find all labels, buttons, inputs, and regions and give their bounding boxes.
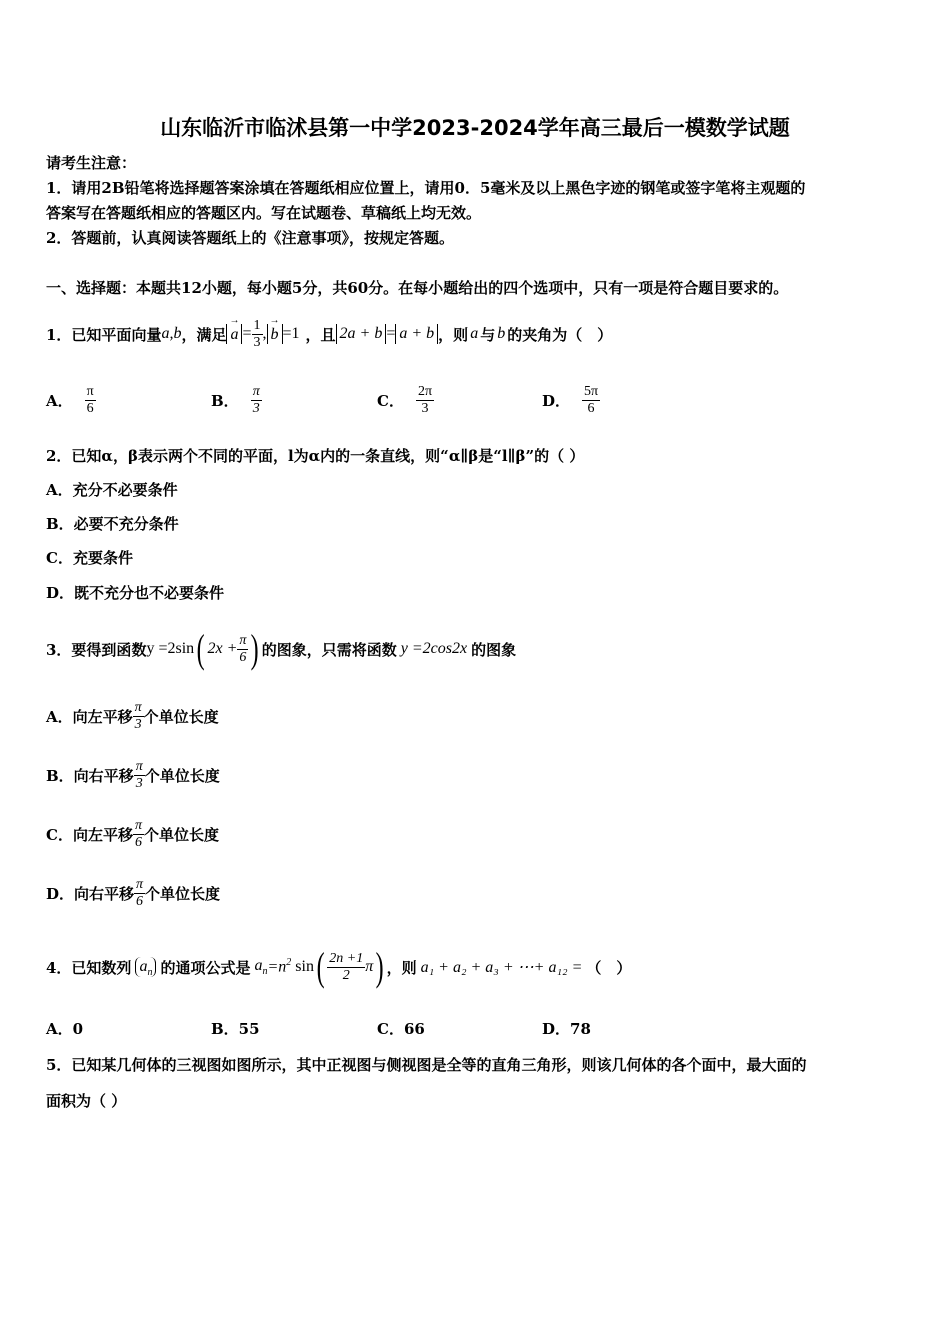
q1-mid1: ，满足: [181, 325, 227, 344]
question-3: 3．要得到函数 y =2sin ( 2x + $\frac{\pi}{6}$ ) 的图象，只需将函数 y =2cos2x 的图象: [46, 626, 517, 671]
q1-eq: =: [242, 325, 252, 342]
question-5-line-2: 面积为（ ）: [46, 1092, 127, 1110]
question-4: 4．已知数列 $a_n$ 的通项公式是 $a_n$ $=n^2$ sin ( $\frac{2n +1}{2}$ π ) ，则 a₁ + a₂ + a₃ + ⋯+ a₁₂ = （ ）: [46, 944, 632, 989]
q3-option-b: B．向右平移 $\frac{\pi}{3}$ 个单位长度: [46, 759, 220, 791]
q4-option-b: B．55: [211, 1020, 260, 1038]
q1-option-c: C． $\frac{2\pi}{3}$: [377, 384, 433, 416]
q3-func1-inner: 2x +: [207, 640, 238, 657]
question-2: 2．已知α，β表示两个不同的平面，l为α内的一条直线，则“α∥β是“l∥β”的（ ）: [46, 447, 585, 465]
q1-mid2: ，且: [305, 325, 336, 344]
q1-eq1: =1: [282, 325, 300, 342]
q3-func1-frac: $\frac{\pi}{6}$: [239, 632, 247, 665]
notice-line-1a: 1．请用2B铅笔将选择题答案涂填在答题纸相应位置上，请用0．5毫米及以上黑色字迹的钢笔或签字笔将主观题的: [46, 179, 806, 197]
question-5-line-1: 5．已知某几何体的三视图如图所示，其中正视图与侧视图是全等的直角三角形，则该几何体的各个面中，最大面的: [46, 1056, 807, 1074]
notice-heading: 请考生注意：: [46, 154, 137, 172]
q2-option-b: B．必要不充分条件: [46, 515, 179, 533]
q1-prefix: 1．已知平面向量: [46, 325, 162, 344]
q3-option-a: A．向左平移 $\frac{\pi}{3}$ 个单位长度: [46, 700, 219, 732]
q1-abs-right: a + b: [395, 324, 438, 344]
q1-eq2: =: [386, 325, 396, 342]
q1-a: a: [470, 325, 479, 342]
q1-fraction: $\frac{1}{3}$: [253, 317, 261, 350]
q1-abs-left: 2a + b: [336, 324, 387, 344]
q3-func1-lhs: y =2sin: [146, 640, 195, 657]
q3-func2: y =2cos2x: [400, 640, 468, 657]
q1-b: b: [497, 325, 506, 342]
q4-option-d: D．78: [542, 1020, 591, 1038]
q4-sequence: $a_n$: [135, 957, 156, 977]
q1-with: 与: [480, 325, 496, 344]
q1-option-b: B． $\frac{\pi}{3}$: [211, 384, 260, 416]
q2-option-c: C．充要条件: [46, 549, 133, 567]
q2-option-d: D．既不充分也不必要条件: [46, 584, 225, 602]
q1-suffix: 的夹角为（ ）: [507, 325, 613, 344]
q3-option-d: D．向右平移 $\frac{\pi}{6}$ 个单位长度: [46, 877, 221, 909]
page-title: 山东临沂市临沭县第一中学2023-2024学年高三最后一模数学试题: [160, 116, 790, 140]
q4-an: $a_n$: [254, 956, 268, 978]
notice-line-1b: 答案写在答题纸相应的答题区内。写在试题卷、草稿纸上均无效。: [46, 204, 482, 222]
q1-option-d: D． $\frac{5\pi}{6}$: [542, 384, 599, 416]
q4-sin: sin: [295, 958, 314, 975]
q4-pi: π: [365, 958, 374, 975]
q4-sum: a₁ + a₂ + a₃ + ⋯+ a₁₂ =: [420, 959, 583, 976]
q4-option-a: A．0: [46, 1020, 84, 1038]
q1-mid3: ，则: [438, 325, 469, 344]
question-1: [46, 312, 612, 356]
notice-line-2: 2．答题前，认真阅读答题纸上的《注意事项》，按规定答题。: [46, 229, 454, 247]
q2-option-a: A．充分不必要条件: [46, 481, 178, 499]
q1-vars: a,b: [161, 325, 182, 342]
q4-eq: $=n^2$: [267, 957, 292, 976]
q4-option-c: C．66: [377, 1020, 425, 1038]
q1-comma: ,: [262, 325, 267, 342]
q1-abs-b: → b: [267, 324, 283, 344]
q1-abs-a: → a: [226, 324, 242, 344]
section-heading: 一、选择题：本题共12小题，每小题5分，共60分。在每小题给出的四个选项中，只有一项是符合题目要求的。: [46, 279, 789, 297]
q3-option-c: C．向左平移 $\frac{\pi}{6}$ 个单位长度: [46, 818, 219, 850]
q4-fraction: $\frac{2n +1}{2}$: [329, 950, 364, 983]
q1-option-a: A． $\frac{\pi}{6}$: [46, 384, 94, 416]
